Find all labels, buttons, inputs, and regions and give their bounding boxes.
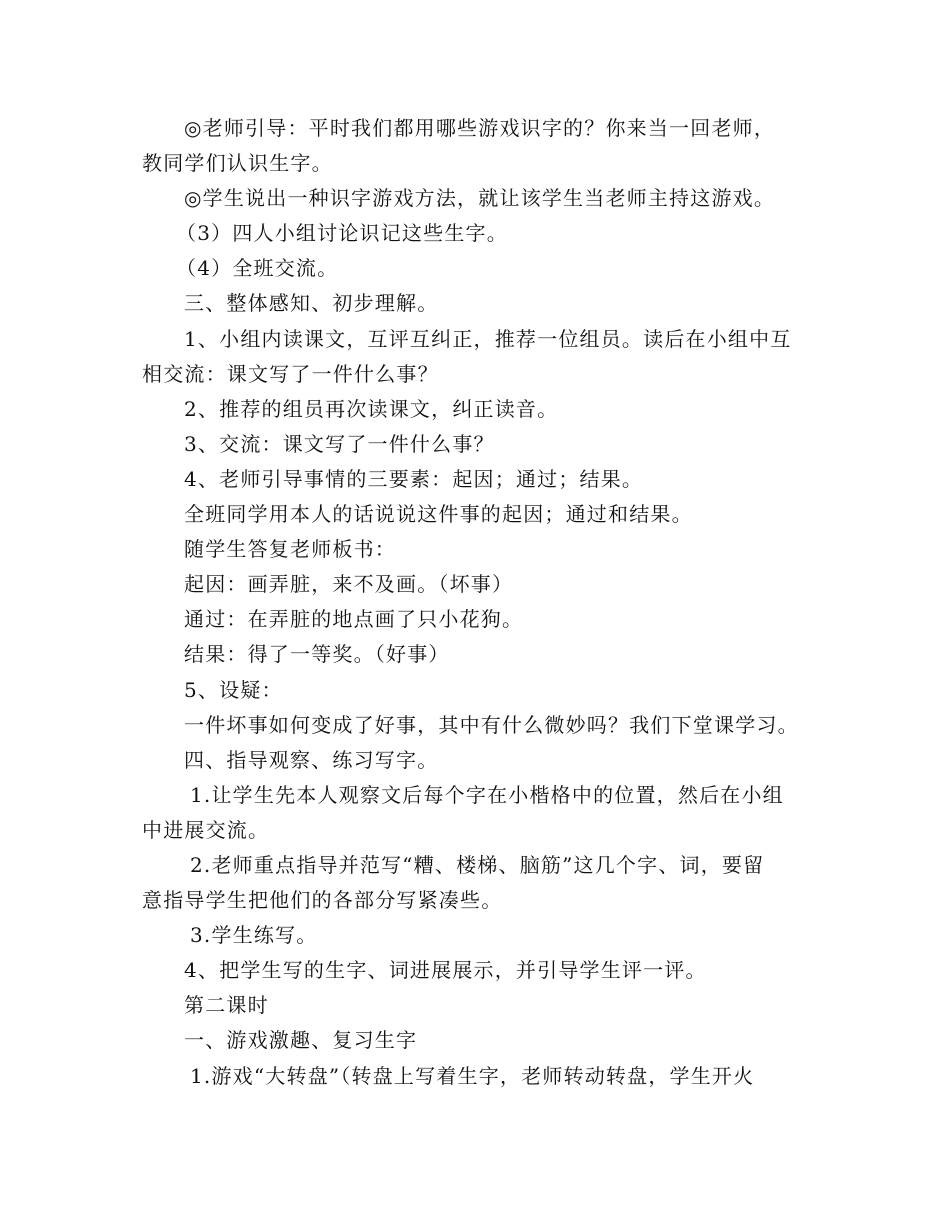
paragraph-line: 2、推荐的组员再次读课文，纠正读音。 bbox=[184, 396, 559, 421]
paragraph-line: 结果：得了一等奖。（好事） bbox=[184, 642, 450, 667]
paragraph-line: ◎老师引导：平时我们都用哪些游戏识字的？你来当一回老师， bbox=[184, 116, 776, 140]
paragraph-line: （4）全班交流。 bbox=[176, 256, 339, 281]
paragraph-line: 3、交流：课文写了一件什么事？ bbox=[184, 431, 495, 456]
lesson-heading: 第二课时 bbox=[184, 993, 269, 1018]
paragraph-line: 1.让学生先本人观察文后每个字在小楷格中的位置，然后在小组 bbox=[190, 782, 784, 807]
paragraph-line: 教同学们认识生字。 bbox=[142, 151, 333, 176]
paragraph-line: 起因：画弄脏，来不及画。（坏事） bbox=[184, 572, 514, 597]
paragraph-line: 一件坏事如何变成了好事，其中有什么微妙吗？我们下堂课学习。 bbox=[184, 712, 799, 737]
paragraph-line: 中进展交流。 bbox=[142, 817, 270, 842]
paragraph-line: 4、把学生写的生字、词进展展示，并引导学生评一评。 bbox=[184, 958, 707, 983]
paragraph-line: ◎学生说出一种识字游戏方法，就让该学生当老师主持这游戏。 bbox=[184, 186, 776, 211]
paragraph-line: 1.游戏“大转盘”（转盘上写着生字，老师转动转盘，学生开火 bbox=[190, 1063, 755, 1088]
section-heading: 一、游戏激趣、复习生字 bbox=[184, 1028, 418, 1053]
paragraph-line: 意指导学生把他们的各部分写紧凑些。 bbox=[142, 888, 503, 913]
document-body bbox=[142, 111, 814, 1094]
paragraph-line: （3）四人小组讨论识记这些生字。 bbox=[176, 221, 508, 246]
paragraph-line: 4、老师引导事情的三要素：起因；通过；结果。 bbox=[184, 466, 644, 491]
section-heading: 三、整体感知、初步理解。 bbox=[184, 291, 439, 316]
paragraph-line: 1、小组内读课文，互评互纠正，推荐一位组员。读后在小组中互 bbox=[184, 326, 792, 351]
paragraph-line: 5、设疑： bbox=[184, 677, 283, 702]
paragraph-line: 2.老师重点指导并范写“糟、楼梯、脑筋”这几个字、词，要留 bbox=[190, 852, 765, 877]
paragraph-line: 3.学生练写。 bbox=[190, 923, 318, 948]
paragraph-line: 通过：在弄脏的地点画了只小花狗。 bbox=[184, 607, 524, 632]
paragraph-line: 全班同学用本人的话说说这件事的起因；通过和结果。 bbox=[184, 502, 693, 527]
paragraph-line: 随学生答复老师板书： bbox=[184, 537, 396, 562]
paragraph-line: 相交流：课文写了一件什么事？ bbox=[142, 361, 439, 386]
section-heading: 四、指导观察、练习写字。 bbox=[184, 747, 439, 772]
